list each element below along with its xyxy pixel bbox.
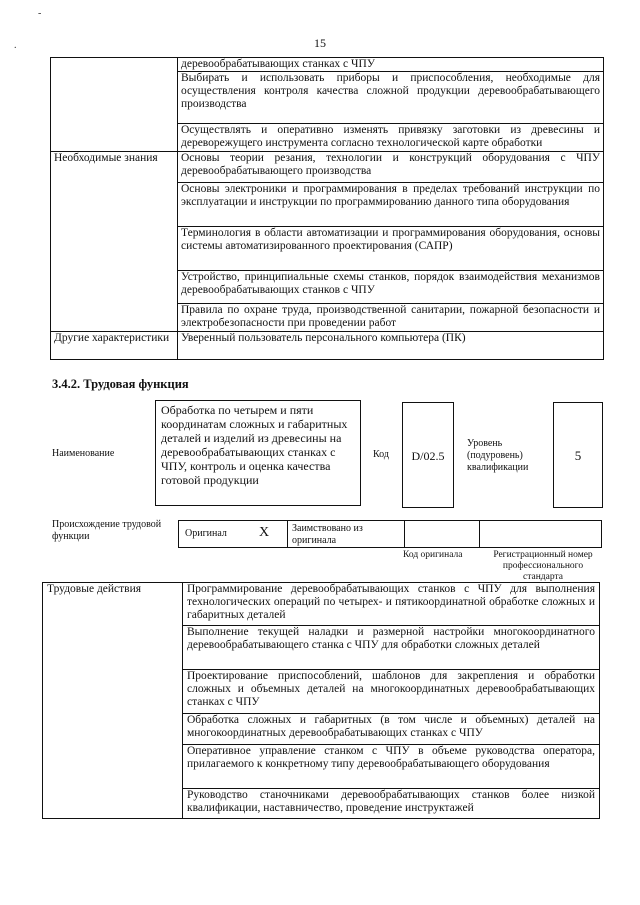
section-title: 3.4.2. Трудовая функция	[52, 377, 189, 391]
row-label	[51, 58, 178, 152]
table-row	[51, 152, 604, 183]
table-row	[43, 583, 600, 626]
reg-number-caption: Регистрационный номер профессионального стандарта	[493, 550, 593, 582]
row-label: Необходимые знания	[51, 152, 178, 332]
table-cell: Устройство, принципиальные схемы станков, порядок взаимодействия механизмов деревообрабатывающих станков с ЧПУ	[178, 271, 604, 304]
table-row	[51, 58, 604, 72]
table-cell: Программирование деревообрабатывающих станков с ЧПУ для выполнения технологических операций по четырех- и пятикоординатной обработке сложных и габаритных деталей	[183, 583, 600, 626]
row-label: Другие характеристики	[51, 332, 178, 360]
table-cell: Уверенный пользователь персонального компьютера (ПК)	[178, 332, 604, 360]
divider	[479, 521, 480, 547]
original-mark: X	[259, 525, 270, 540]
table-cell: Оперативное управление станком с ЧПУ в объеме руководства оператора, прилагаемого к конкретному типу деревообрабатывающего оборудования	[183, 745, 600, 789]
code-box: D/02.5	[402, 402, 454, 508]
table-cell: Выбирать и использовать приборы и приспособления, необходимые для осуществления контроля качества сложной продукции деревообрабатывающего производства	[178, 72, 604, 124]
origin-row	[178, 520, 602, 548]
table-cell: деревообрабатывающих станках с ЧПУ	[178, 58, 604, 72]
table-cell: Осуществлять и оперативно изменять привязку заготовки из древесины и дереворежущего инструмента согласно технологической карте обработки	[178, 124, 604, 152]
origin-label: Происхождение трудовой функции	[52, 519, 162, 542]
labor-actions-table	[42, 582, 600, 819]
table-cell: Терминология в области автоматизации и программирования оборудования, основы системы автоматизированного проектирования (САПР)	[178, 227, 604, 271]
table-cell: Основы теории резания, технологии и конструкций оборудования с ЧПУ деревообрабатывающего производства	[178, 152, 604, 183]
table-cell: Основы электроники и программирования в пределах требований инструкции по эксплуатации и инструкции по программированию данного типа оборудования	[178, 183, 604, 227]
margin-mark: -	[38, 8, 42, 19]
divider	[404, 521, 405, 547]
table-cell: Руководство станочниками деревообрабатывающих станков более низкой квалификации, наставничество, проведение инструктажей	[183, 789, 600, 819]
page-number: 15	[314, 36, 326, 50]
table-row	[51, 332, 604, 360]
table-cell: Проектирование приспособлений, шаблонов для закрепления и обработки сложных и объемных деталей на многокоординатных деревообрабатывающих станках с ЧПУ	[183, 670, 600, 714]
level-box: 5	[553, 402, 603, 508]
original-label: Оригинал	[185, 528, 227, 539]
borrowed-label: Заимствовано из оригинала	[292, 523, 363, 546]
table-cell: Обработка сложных и габаритных (в том числе и объемных) деталей на многокоординатных деревообрабатывающих станках с ЧПУ	[183, 714, 600, 745]
code-label: Код	[373, 449, 389, 460]
table-cell: Выполнение текущей наладки и размерной настройки многокоординатного деревообрабатывающего станка с ЧПУ для обработки сложных деталей	[183, 626, 600, 670]
name-label: Наименование	[52, 448, 115, 459]
row-label: Трудовые действия	[43, 583, 183, 819]
margin-mark: .	[14, 40, 17, 51]
level-label: Уровень (подуровень) квалификации	[467, 438, 529, 473]
code-original-caption: Код оригинала	[403, 550, 463, 560]
skills-knowledge-table	[50, 57, 604, 360]
divider	[287, 521, 288, 547]
table-cell: Правила по охране труда, производственной санитарии, пожарной безопасности и электробезопасности при проведении работ	[178, 304, 604, 332]
function-name-box: Обработка по четырем и пяти координатам сложных и габаритных деталей и изделий из древесины на деревообрабатывающих станках с ЧПУ, контроль и оценка качества готовой продукции	[155, 400, 361, 506]
